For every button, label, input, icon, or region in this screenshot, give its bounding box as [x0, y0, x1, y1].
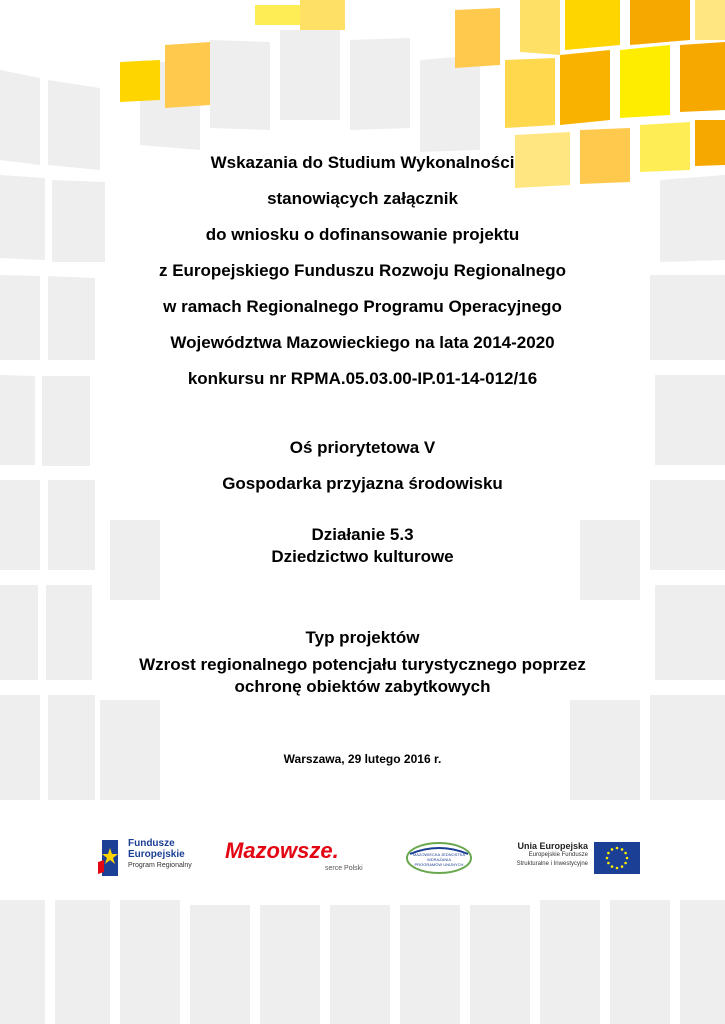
axis-label: Oś priorytetowa V: [289, 438, 436, 457]
mazowsze-tagline: serce Polski: [325, 865, 363, 872]
yellow-block: [520, 0, 560, 55]
logo-strip: [70, 826, 658, 889]
orange-block: [455, 8, 500, 68]
title-line: stanowiących załącznik: [267, 189, 458, 208]
project-type-label: Typ projektów: [305, 628, 420, 647]
title-line: konkursu nr RPMA.05.03.00-IP.01-14-012/16: [187, 369, 538, 388]
orange-block: [560, 50, 610, 125]
project-type-line: ochronę obiektów zabytkowych: [234, 677, 491, 696]
yellow-block: [695, 0, 725, 40]
yellow-block: [620, 45, 670, 118]
eu-line2: Europejskie Fundusze: [528, 852, 588, 858]
mjwpu-line1: MAZOWIECKA JEDNOSTKA: [412, 852, 466, 857]
yellow-block: [505, 58, 555, 128]
title-line: Województwa Mazowieckiego na lata 2014-2020: [170, 333, 555, 352]
eu-logo: [500, 840, 650, 880]
fe-line2: Europejskie: [128, 849, 185, 860]
axis-name: Gospodarka przyjazna środowisku: [222, 474, 503, 493]
fe-line3: Program Regionalny: [128, 862, 192, 869]
fe-line1: Fundusze: [128, 838, 175, 849]
action-name: Dziedzictwo kulturowe: [271, 547, 454, 566]
document-date: Warszawa, 29 lutego 2016 r.: [283, 752, 442, 766]
yellow-block: [565, 0, 620, 50]
mjwpu-line3: PROGRAMÓW UNIJNYCH: [414, 862, 464, 867]
title-line: w ramach Regionalnego Programu Operacyjnego: [163, 297, 562, 316]
yellow-block: [120, 60, 160, 102]
fundusze-europejskie-logo: [98, 836, 208, 880]
eu-line1: Unia Europejska: [517, 841, 588, 851]
project-type-line: Wzrost regionalnego potencjału turystycznego poprzez: [139, 655, 586, 674]
orange-block: [300, 0, 345, 30]
eu-line3: Strukturalne i Inwestycyjne: [516, 861, 588, 867]
project-type-section: [0, 621, 725, 698]
title-line: Wskazania do Studium Wykonalności: [210, 153, 515, 172]
document-title: [0, 145, 725, 397]
orange-block: [165, 42, 210, 108]
fe-star-icon: [98, 838, 122, 878]
action-label: Działanie 5.3: [311, 525, 414, 544]
priority-axis: [0, 430, 725, 502]
orange-block: [680, 42, 725, 112]
yellow-block: [255, 5, 300, 25]
mjwpu-logo: [404, 840, 474, 880]
mazowsze-name: Mazowsze.: [225, 838, 339, 863]
title-line: z Europejskiego Funduszu Rozwoju Regionalnego: [158, 261, 567, 280]
title-line: do wniosku o dofinansowanie projektu: [205, 225, 520, 244]
eu-flag-icon: [594, 842, 640, 874]
action-section: [0, 524, 725, 568]
orange-block: [630, 0, 690, 45]
mazowsze-logo: [225, 838, 385, 884]
mjwpu-line2: WDRAŻANIA: [427, 857, 451, 862]
